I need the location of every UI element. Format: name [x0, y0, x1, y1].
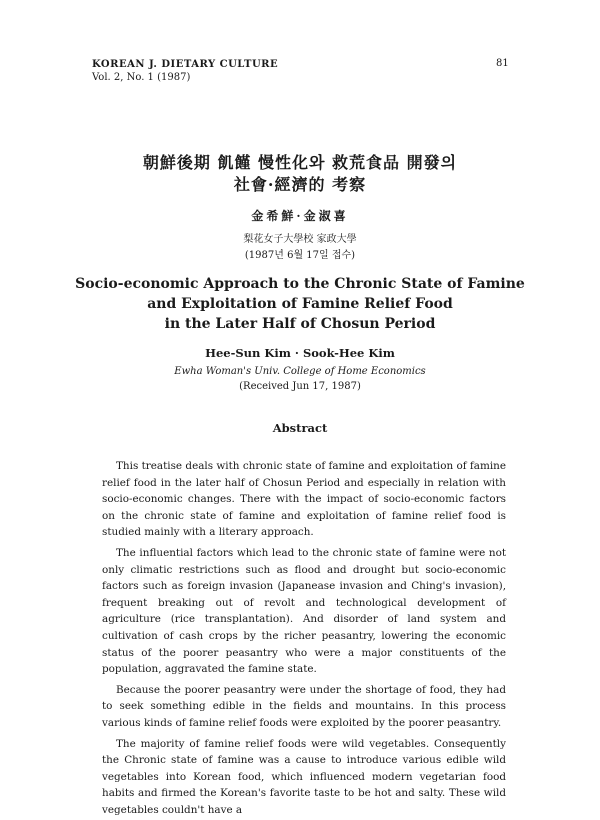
english-authors: Hee-Sun Kim · Sook-Hee Kim	[205, 346, 395, 360]
korean-title-line-1: 朝鮮後期 飢饉 慢性化와 救荒食品 開發의	[142, 153, 458, 172]
journal-header	[92, 58, 278, 84]
journal-volume: Vol. 2, No. 1 (1987)	[92, 72, 191, 83]
english-title-line-1: Socio-economic Approach to the Chronic State of Famine	[75, 276, 525, 292]
abstract-paragraph: The influential factors which lead to the chronic state of famine were not only climatic restrictions such as flood and drought but socio-economic factors such as foreign invasion (Japanease invasion and Ching's invasion), frequent breaking out of revolt and technological development of agriculture (rice transplantation). And disorder of land system and cultivation of cash crops by the richer peasantry, lowering the economic status of the poorer peasantry who were a major constituents of the population, aggravated the famine state.	[102, 546, 506, 676]
english-affiliation: Ewha Woman's Univ. College of Home Economics	[174, 366, 426, 377]
korean-authors: 金希鮮·金淑喜	[251, 209, 349, 223]
abstract-heading: Abstract	[272, 421, 328, 435]
korean-received-date: (1987년 6월 17일 접수)	[244, 250, 356, 261]
korean-affiliation: 梨花女子大學校 家政大學	[243, 234, 357, 245]
korean-title-line-2: 社會·經濟的 考察	[233, 175, 367, 194]
english-title-line-3: in the Later Half of Chosun Period	[164, 316, 436, 332]
journal-name: KOREAN J. DIETARY CULTURE	[92, 59, 279, 70]
english-title-line-2: and Exploitation of Famine Relief Food	[147, 296, 453, 312]
english-received-date: (Received Jun 17, 1987)	[239, 381, 361, 392]
abstract-paragraph: This treatise deals with chronic state of famine and exploitation of famine relief food in the later half of Chosun Period and especially in relation with socio-economic changes. There with the impact of socio-economic factors on the chronic state of famine and exploitation of famine relief food is studied mainly with a literary approach.	[102, 460, 506, 539]
abstract-paragraph: The majority of famine relief foods were wild vegetables. Consequently the Chronic state of famine was a cause to introduce various edible wild vegetables into Korean food, which influenced modern vegetarian food habits and firmed the Korean's favorite taste to be hot and salty. These wild vegetables couldn't have a	[102, 737, 506, 816]
abstract-paragraph: Because the poorer peasantry were under the shortage of food, they had to seek something edible in the fields and mountains. In this process various kinds of famine relief foods were exploited by the poorer peasantry.	[102, 683, 506, 729]
page-number: 81	[496, 58, 509, 69]
abstract-body	[102, 458, 506, 818]
